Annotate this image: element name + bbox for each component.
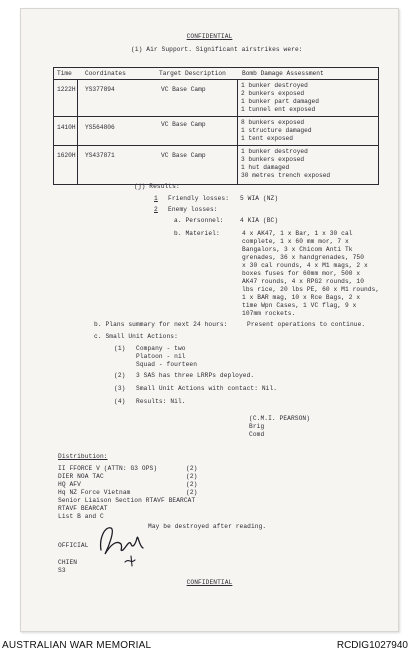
row-damage: 8 bunkers exposed: [241, 119, 305, 126]
small-unit-item-text: Small Unit Actions with contact: Nil.: [136, 385, 278, 392]
small-unit-item-num: (1): [114, 345, 126, 352]
small-unit-item-text: Results: Nil.: [136, 398, 186, 405]
friendly-num: 1: [154, 195, 158, 202]
materiel-label: b. Materiel:: [174, 230, 220, 237]
airstrike-table: [53, 67, 379, 185]
table-header-row: [54, 68, 378, 80]
list-item: Hq NZ Force Vietnam: [58, 489, 131, 496]
plans-value: Present operations to continue.: [247, 321, 366, 328]
row-coordinates: YS437871: [85, 152, 115, 159]
list-item: RTAVF BEARCAT: [58, 505, 108, 512]
row-time: 1410H: [57, 124, 76, 131]
row-target: VC Base Camp: [161, 86, 206, 93]
enemy-label: Enemy losses:: [168, 206, 218, 213]
list-item-qty: (2): [186, 481, 198, 488]
list-item: 1 x BAR mag, 10 x Rce Bags, 2 x: [242, 294, 361, 301]
row-damage: 1 structure damaged: [241, 127, 312, 134]
official-label: OFFICIAL: [58, 542, 89, 549]
list-item: Bangalors, 3 x Chicom Anti Tk: [242, 246, 353, 253]
document-page: [20, 8, 399, 632]
archive-name: AUSTRALIAN WAR MEMORIAL: [2, 640, 152, 651]
row-damage: 1 bunker destroyed: [241, 82, 308, 89]
results-label: (j) Results:: [134, 183, 180, 190]
row-damage: 1 hut damaged: [241, 164, 290, 171]
list-item: Company - two: [136, 345, 186, 352]
personnel-value: 4 KIA (BC): [240, 217, 279, 224]
friendly-label: Friendly losses:: [168, 195, 230, 202]
signature-line: Comd: [249, 431, 265, 438]
row-time: 1620H: [57, 152, 76, 159]
row-coordinates: YS564806: [85, 124, 115, 131]
row-time: 1222H: [57, 86, 76, 93]
column-header-target: Target Description: [159, 70, 226, 77]
list-item: 107mm rockets.: [242, 310, 296, 317]
chief-label: CHIEN: [58, 559, 78, 566]
small-unit-item-text: 3 SAS has three LRRPs deployed.: [136, 372, 255, 379]
signature-line: (C.M.I. PEARSON): [249, 415, 311, 422]
list-item: II FFORCE V (ATTN: G3 OPS): [58, 465, 158, 472]
row-damage: 1 tunnel ent exposed: [241, 106, 316, 113]
air-support-heading: (i) Air Support. Significant airstrikes were:: [131, 46, 303, 53]
list-item: Senior Liaison Section RTAVF BEARCAT: [58, 497, 196, 504]
list-item: grenades, 36 x handgrenades, 750: [242, 254, 365, 261]
list-item: Platoon - nil: [136, 353, 186, 360]
signature-line: Brig: [249, 423, 265, 430]
column-header-coordinates: Coordinates: [85, 70, 126, 77]
distribution-heading: Distribution:: [58, 453, 108, 460]
small-unit-item-num: (3): [114, 385, 126, 392]
list-item: time Wpn Cases, 1 VC flag, 9 x: [242, 302, 357, 309]
list-item-qty: (2): [186, 465, 198, 472]
personnel-label: a. Personnel:: [174, 217, 224, 224]
destroy-note: May be destroyed after reading.: [148, 523, 267, 530]
row-damage: 1 tent exposed: [241, 135, 293, 142]
column-header-damage: Bomb Damage Assessment: [242, 70, 324, 77]
footer-classification: CONFIDENTIAL: [186, 579, 233, 586]
handwritten-signature-image: [91, 520, 153, 568]
list-item: complete, 1 x 60 mm mor, 7 x: [242, 238, 349, 245]
small-unit-item-num: (2): [114, 372, 126, 379]
archive-id: RCDIG1027940: [336, 640, 408, 651]
small-unit-item-num: (4): [114, 398, 126, 405]
row-target: VC Base Camp: [161, 121, 206, 128]
list-item: boxes fuses for 60mm mor, 500 x: [242, 270, 361, 277]
list-item: x 30 cal rounds, 4 x M1 mags, 2 x: [242, 262, 368, 269]
column-header-time: Time: [57, 70, 72, 77]
list-item: lbs rice, 20 lbs PE, 60 x M1 rounds,: [242, 286, 380, 293]
list-item: 4 x AK47, 1 x Bar, 1 x 30 cal: [242, 230, 353, 237]
small-unit-label: c. Small Unit Actions:: [94, 333, 178, 340]
header-classification: CONFIDENTIAL: [186, 33, 233, 40]
list-item: Squad - fourteen: [136, 361, 198, 368]
list-item: AK47 rounds, 4 x RPG2 rounds, 10: [242, 278, 365, 285]
list-item: List B and C: [58, 513, 104, 520]
row-damage: 1 bunker part damaged: [241, 98, 319, 105]
row-damage: 3 bunkers exposed: [241, 156, 305, 163]
row-damage: 30 metres trench exposed: [241, 172, 331, 179]
row-target: VC Base Camp: [161, 152, 206, 159]
enemy-num: 2: [154, 206, 158, 213]
list-item: HQ AFV: [58, 481, 81, 488]
row-damage: 1 bunker destroyed: [241, 148, 308, 155]
list-item-qty: (2): [186, 473, 198, 480]
plans-label: b. Plans summary for next 24 hours:: [94, 321, 228, 328]
row-coordinates: YS377894: [85, 86, 115, 93]
list-item-qty: (2): [186, 489, 198, 496]
s3-label: S3: [58, 567, 66, 574]
archive-footer: [0, 638, 410, 654]
list-item: DIER NOA TAC: [58, 473, 104, 480]
row-damage: 2 bunkers exposed: [241, 90, 305, 97]
friendly-value: 5 WIA (NZ): [240, 195, 279, 202]
